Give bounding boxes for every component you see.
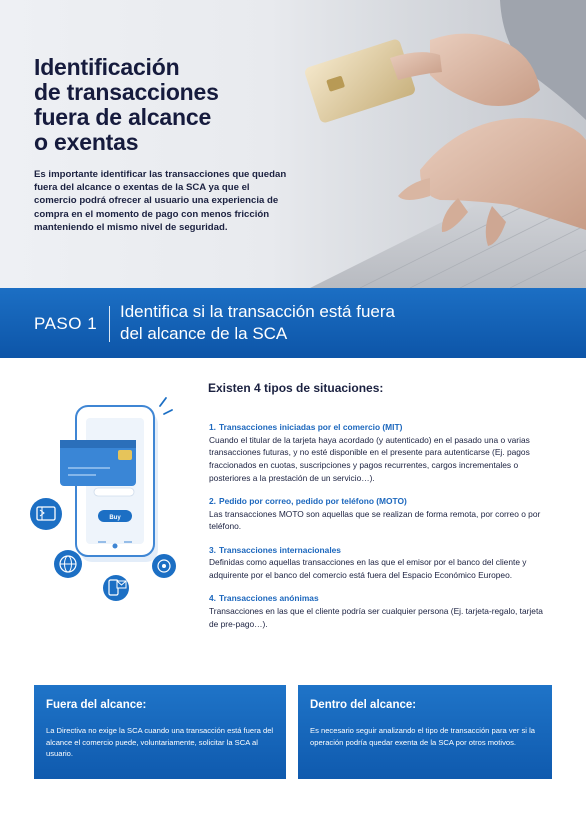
step-banner (0, 288, 586, 358)
list-item (209, 495, 551, 533)
hands-holding-card-photo (270, 0, 586, 288)
payment-illustration (18, 392, 198, 612)
situations-heading: Existen 4 tipos de situaciones: (208, 381, 384, 395)
situation-description: Las transacciones MOTO son aquellas que se realizan de forma remota, por correo o por teléfono. (209, 508, 541, 532)
situation-title (209, 544, 551, 557)
title-line: fuera de alcance (34, 104, 212, 130)
situation-description: Definidas como aquellas transacciones en las que el emisor por el banco del cliente y adquirente por el banco del comercio está fuera del Espacio Económico Europeo. (209, 557, 527, 581)
globe-icon (54, 550, 82, 578)
situation-number: 1. (209, 422, 216, 432)
list-item (209, 544, 551, 582)
situation-number: 2. (209, 496, 216, 507)
situation-title-text: Transacciones internacionales (219, 544, 341, 555)
situation-title-text: Transacciones iniciadas por el comercio (MIT) (219, 422, 403, 432)
inside-scope-text: Es necesario seguir analizando el tipo de transacción para ver si la operación podría quedar exenta de la SCA por otros motivos. (310, 726, 535, 747)
outside-scope-text: La Directiva no exige la SCA cuando una transacción está fuera del alcance el comercio puede, voluntariamente, solicitar la SCA al usuario. (46, 726, 274, 759)
anonymous-card-icon (152, 554, 176, 578)
gift-card-icon (30, 498, 62, 530)
intro-paragraph: Es importante identificar las transacciones que quedan fuera del alcance o exentas de la SCA ya que el comercio podrá ofrecer al usuario una experiencia de compra en el momento de pago con menos fricción manteniendo el mismo nivel de seguridad. (34, 169, 287, 233)
step-label: PASO 1 (34, 314, 98, 333)
situations-list (209, 421, 551, 641)
situation-title (209, 421, 551, 434)
list-item (209, 421, 551, 485)
situation-title (209, 592, 551, 605)
outside-scope-box (34, 685, 286, 779)
page-title (34, 55, 294, 155)
buy-button-label: Buy (109, 515, 121, 521)
inside-scope-box (298, 685, 552, 779)
outside-scope-title: Fuera del alcance: (46, 699, 147, 711)
title-line: o exentas (34, 129, 139, 155)
situation-title-text: Pedido por correo, pedido por teléfono (MOTO) (219, 496, 407, 507)
inside-scope-title: Dentro del alcance: (310, 699, 417, 711)
phone-mail-icon (103, 575, 129, 601)
situation-description: Transacciones en las que el cliente podría ser cualquier persona (Ej. tarjeta-regalo, tarjeta de pre-pago…). (209, 605, 543, 629)
credit-card-icon (60, 440, 136, 486)
step-divider (109, 306, 110, 342)
situation-title-text: Transacciones anónimas (219, 593, 319, 604)
step-title-line: Identifica si la transacción está fuera (120, 302, 395, 321)
situation-title (209, 495, 551, 508)
hero-section (0, 0, 586, 288)
step-title-line: del alcance de la SCA (120, 324, 288, 343)
list-item (209, 592, 551, 630)
situation-number: 3. (209, 544, 216, 555)
title-line: Identificación (34, 54, 180, 80)
situation-description: Cuando el titular de la tarjeta haya acordado (y autenticado) en el pasado una o varias transacciones futuras, y no esté disponible en el presente para autenticarse (Ej. pagos fraccionados en cuotas, suscripciones y pagos recurrentes, cargos incrementales o posteriores a la prestación de un servicio…). (209, 434, 530, 483)
situation-number: 4. (209, 593, 216, 604)
step-title (120, 301, 460, 345)
title-line: de transacciones (34, 79, 219, 105)
